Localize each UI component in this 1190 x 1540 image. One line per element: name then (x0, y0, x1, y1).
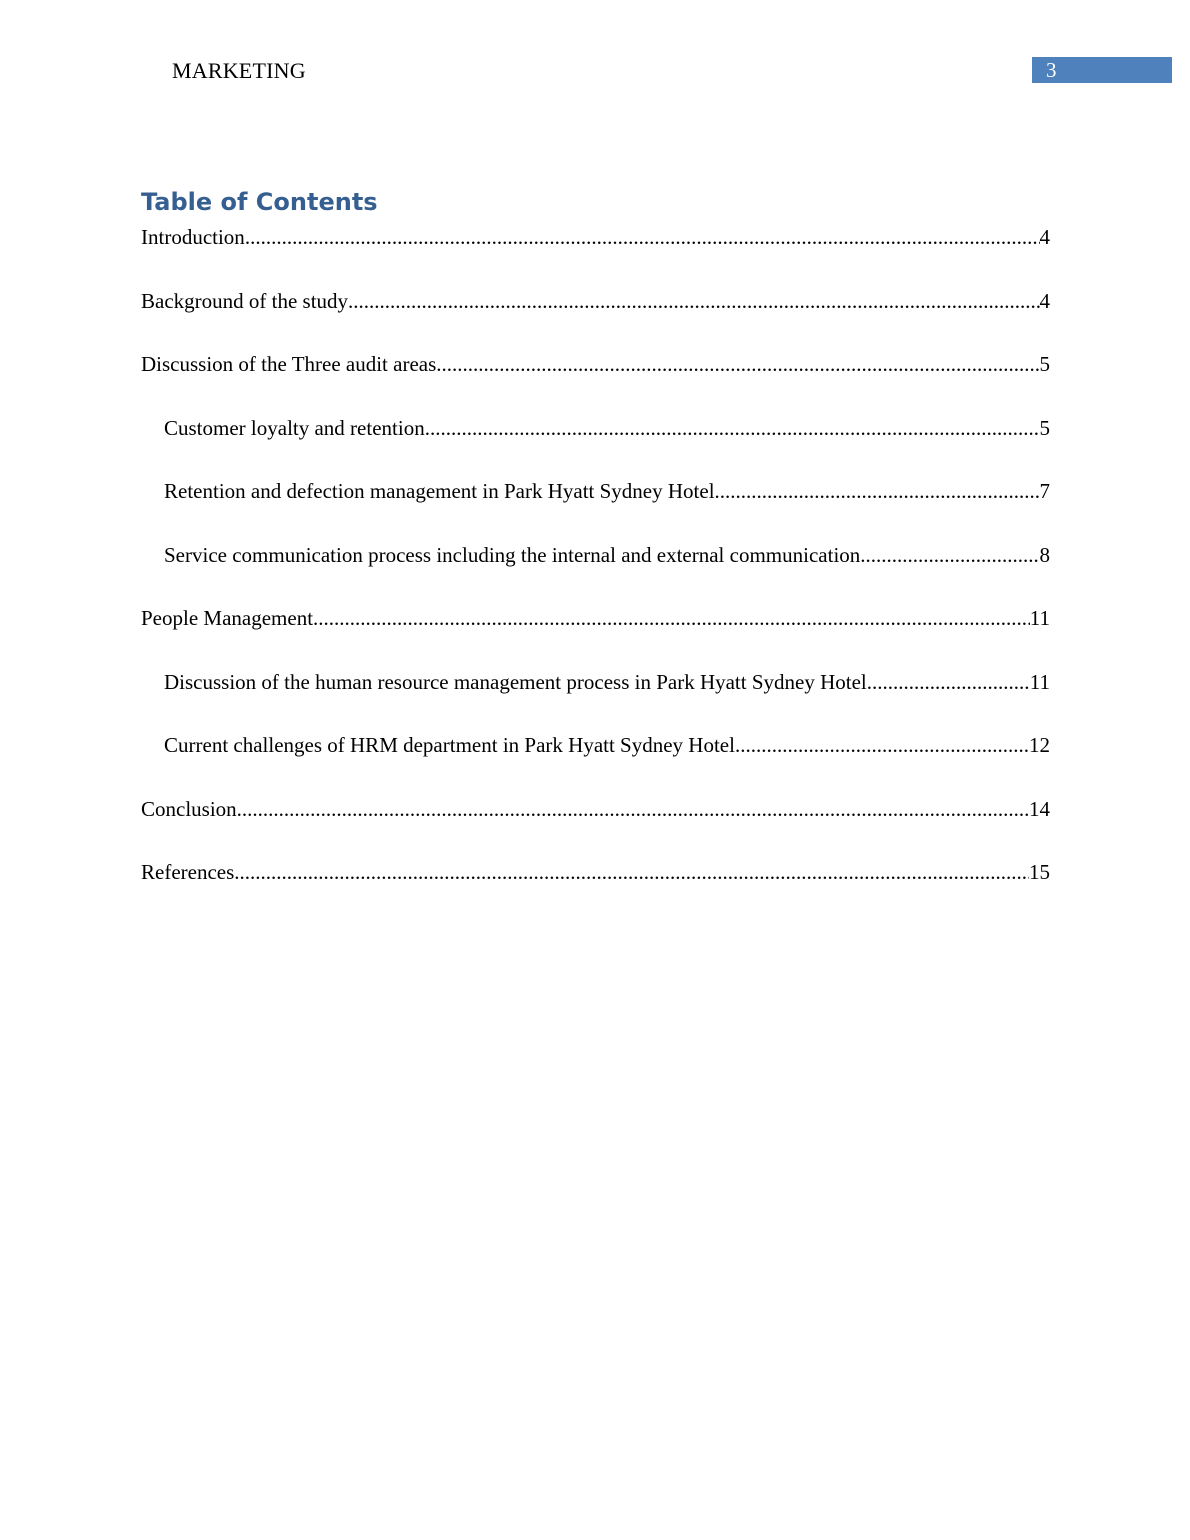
dot-leader (735, 731, 1029, 759)
toc-entry-page: 11 (1029, 606, 1050, 630)
toc-entry-conclusion[interactable] (141, 795, 1050, 859)
toc-heading: Table of Contents (141, 188, 378, 216)
dot-leader (860, 541, 1039, 569)
dot-leader (234, 858, 1029, 886)
toc-entry-text: Introduction (141, 225, 245, 249)
dot-leader (348, 287, 1039, 315)
page-number: 3 (1046, 58, 1057, 82)
toc-entry-service-communication[interactable] (141, 541, 1050, 605)
toc-entry-page: 5 (1039, 415, 1050, 440)
dot-leader (313, 604, 1030, 632)
toc-entry-hrm-process[interactable] (141, 668, 1050, 732)
toc-entry-page: 4 (1039, 225, 1050, 249)
dot-leader (245, 223, 1040, 251)
toc-entry-text: Customer loyalty and retention (164, 415, 425, 440)
toc-entry-text: Service communication process including the internal and external communication (164, 542, 861, 567)
toc-entry-page: 7 (1039, 479, 1050, 503)
toc-entry-text: Conclusion (141, 796, 237, 821)
toc-entry-audit-areas[interactable] (141, 350, 1050, 414)
toc-entry-people-management[interactable] (141, 604, 1050, 668)
toc-entry-page: 15 (1029, 860, 1050, 884)
toc-entry-text: Discussion of the human resource management process in Park Hyatt Sydney Hotel (164, 669, 867, 694)
toc-entry-text: People Management (141, 606, 314, 630)
dot-leader (237, 795, 1029, 823)
toc-entry-text: Background of the study (141, 288, 349, 313)
toc-entry-page: 8 (1039, 542, 1050, 567)
page-number-badge (1032, 57, 1172, 83)
toc-entry-page: 14 (1029, 796, 1050, 821)
toc-entry-page: 12 (1029, 733, 1050, 757)
toc-entry-background[interactable] (141, 287, 1050, 351)
dot-leader (867, 668, 1030, 696)
table-of-contents (141, 223, 1050, 922)
toc-entry-text: Current challenges of HRM department in Park Hyatt Sydney Hotel (164, 733, 735, 757)
dot-leader (715, 477, 1040, 505)
toc-entry-text: References (141, 860, 235, 884)
toc-entry-references[interactable] (141, 858, 1050, 922)
toc-entry-page: 4 (1039, 288, 1050, 313)
running-header-title: MARKETING (172, 58, 306, 83)
dot-leader (425, 414, 1040, 442)
toc-entry-text: Discussion of the Three audit areas (141, 352, 437, 376)
toc-entry-hrm-challenges[interactable] (141, 731, 1050, 795)
toc-entry-customer-loyalty[interactable] (141, 414, 1050, 478)
toc-entry-page: 11 (1029, 669, 1050, 694)
toc-entry-introduction[interactable] (141, 223, 1050, 287)
toc-entry-text: Retention and defection management in Park Hyatt Sydney Hotel (164, 479, 715, 503)
toc-entry-retention-defection[interactable] (141, 477, 1050, 541)
toc-entry-page: 5 (1039, 352, 1050, 376)
dot-leader (436, 350, 1039, 378)
